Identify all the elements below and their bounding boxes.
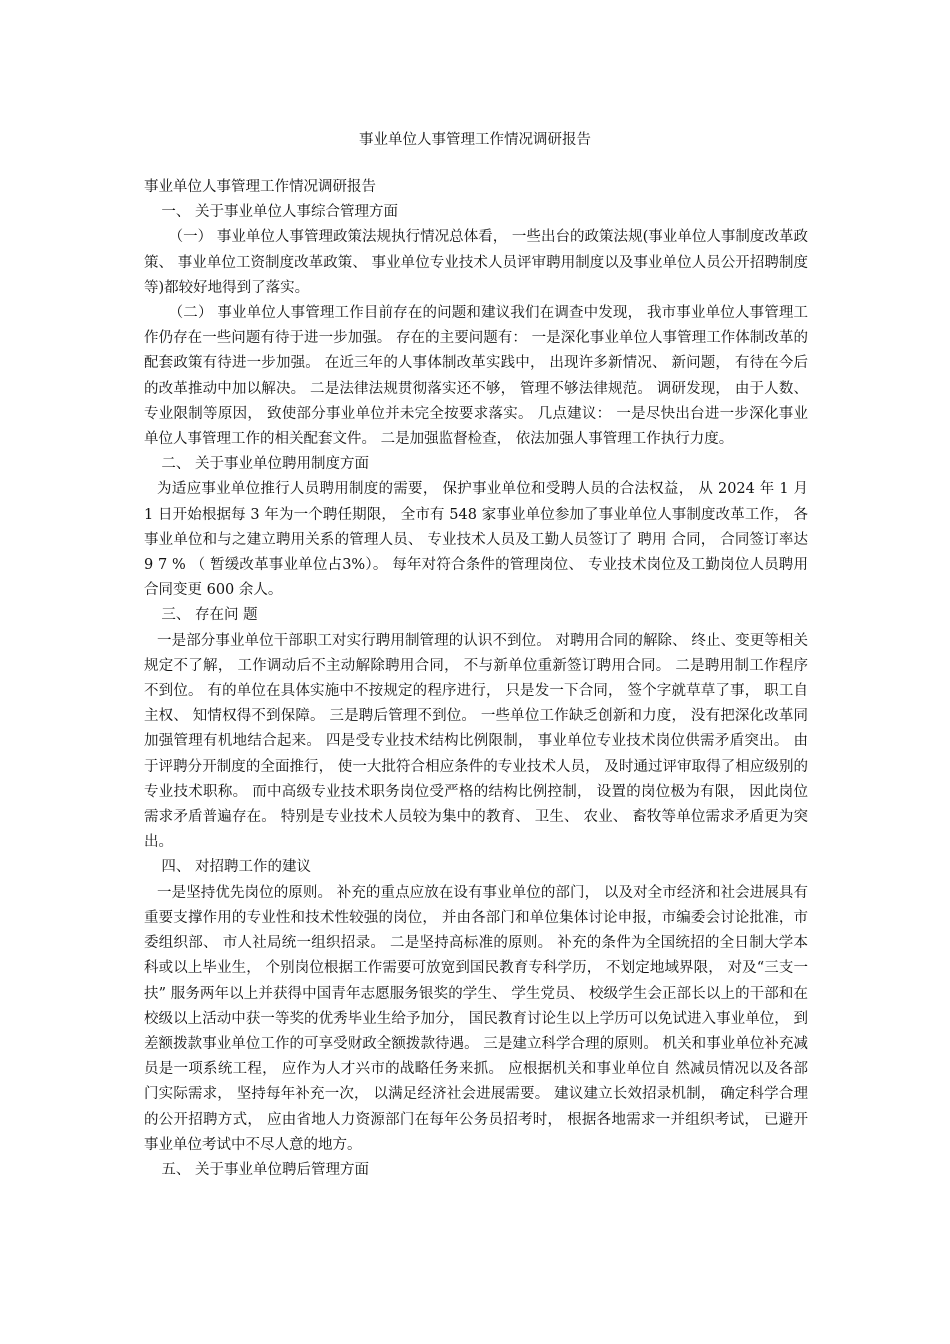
section-2-heading: 二、 关于事业单位聘用制度方面: [161, 456, 369, 473]
section-4-heading: 四、 对招聘工作的建议: [161, 859, 311, 876]
section-1-paragraph-2: （二） 事业单位人事管理工作目前存在的问题和建议我们在调查中发现， 我市事业单位人事管理工作仍存在一些问题有待于进一步加强。 存在的主要问题有： 一是深化事业单位人事管理工作体制改革的配套政策有待进一步加强。 在近三年的人事体制改革实践中， 出现许多新情况、 新问题， 有待在今后的改革推动中加以解决。 二是法律法规贯彻落实还不够， 管理不够法律规范。 调研发现， 由于人数、 专业限制等原因， 致使部分事业单位并未完全按要求落实。 几点建议： 一是尽快出台进一步深化事业单位人事管理工作的相关配套文件。 二是加强监督检查， 依法加强人事管理工作执行力度。: [144, 305, 808, 448]
document-title: 事业单位人事管理工作情况调研报告: [359, 132, 591, 148]
document-body: [144, 175, 808, 1183]
section-4-paragraph-1: 一是坚持优先岗位的原则。 补充的重点应放在设有事业单位的部门， 以及对全市经济和社会进展具有重要支撑作用的专业性和技术性较强的岗位， 并由各部门和单位集体讨论申报，市编委会讨论批准，市委组织部、 市人社局统一组织招录。 二是坚持高标准的原则。 补充的条件为全国统招的全日制大学本科或以上毕业生， 个别岗位根据工作需要可放宽到国民教育专科学历， 不划定地域界限， 对及“三支一扶” 服务两年以上并获得中国青年志愿服务银奖的学生、 学生党员、 校级学生会正部长以上的干部和在校级以上活动中获一等奖的优秀毕业生给予加分， 国民教育讨论生以上学历可以免试进入事业单位， 到差额拨款事业单位工作的可享受财政全额拨款待遇。 三是建立科学合理的原则。 机关和事业单位补充减员是一项系统工程， 应作为人才兴市的战略任务来抓。 应根据机关和事业单位自 然减员情况以及各部门实际需求， 坚持每年补充一次， 以满足经济社会进展需要。 建议建立长效招录机制， 确定科学合理的公开招聘方式， 应由省地人力资源部门在每年公务员招考时， 根据各地需求一并组织考试， 已避开事业单位考试中不尽人意的地方。: [144, 884, 808, 1153]
section-5-heading: 五、 关于事业单位聘后管理方面: [161, 1161, 369, 1178]
report-subtitle: 事业单位人事管理工作情况调研报告: [144, 179, 376, 195]
section-3-heading: 三、 存在问 题: [161, 607, 258, 624]
section-1-heading: 一、 关于事业单位人事综合管理方面: [161, 204, 398, 221]
section-3-paragraph-1: 一是部分事业单位干部职工对实行聘用制管理的认识不到位。 对聘用合同的解除、 终止、变更等相关规定不了解， 工作调动后不主动解除聘用合同， 不与新单位重新签订聘用合同。 二是聘用制工作程序不到位。 有的单位在具体实施中不按规定的程序进行， 只是发一下合同， 签个字就草草了事， 职工自主权、 知情权得不到保障。 三是聘后管理不到位。 一些单位工作缺乏创新和力度， 没有把深化改革同加强管理有机地结合起来。 四是受专业技术结构比例限制， 事业单位专业技术岗位供需矛盾突出。 由于评聘分开制度的全面推行， 使一大批符合相应条件的专业技术人员， 及时通过评审取得了相应级别的专业技术职称。 而中高级专业技术职务岗位受严格的结构比例控制， 设置的岗位极为有限， 因此岗位需求矛盾普遍存在。 特别是专业技术人员较为集中的教育、 卫生、 农业、 畜牧等单位需求矛盾更为突出。: [144, 632, 808, 851]
section-2-paragraph-1: 为适应事业单位推行人员聘用制度的需要， 保护事业单位和受聘人员的合法权益， 从 2024 年 1 月 1 日开始根据每 3 年为一个聘任期限， 全市有 548 家事业单位参加了事业单位人事制度改革工作， 各事业单位和与之建立聘用关系的管理人员、 专业技术人员及工勤人员签订了 聘用 合同， 合同签订率达 9 7 % （ 暂缓改革事业单位占3%）。 每年对符合条件的管理岗位、 专业技术岗位及工勤岗位人员聘用合同变更 600 余人。: [144, 481, 808, 599]
section-1-paragraph-1: （一） 事业单位人事管理政策法规执行情况总体看， 一些出台的政策法规(事业单位人事制度改革政策、 事业单位工资制度改革政策、 事业单位专业技术人员评审聘用制度以及事业单位人员公开招聘制度等)都较好地得到了落实。: [144, 229, 808, 296]
